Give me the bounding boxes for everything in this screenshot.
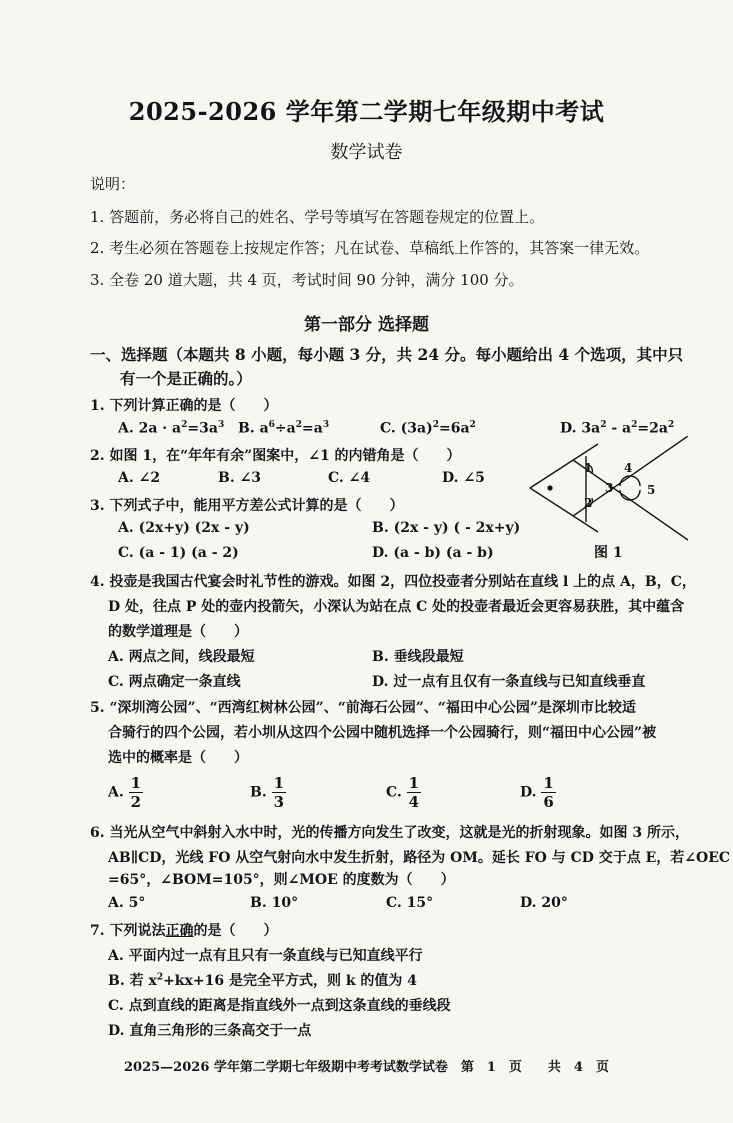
q2-option-d: D. ∠5 (442, 470, 485, 486)
q4-option-a: A. 两点之间，线段最短 (108, 649, 255, 665)
q5-option-c: C. $\frac{1}{4}$ (386, 774, 420, 811)
figure-1-label-4: 4 (624, 461, 633, 475)
q3-option-d: D. (a - b) (a - b) (372, 545, 494, 561)
q5-line1: 5. “深圳湾公园”、“西湾红树林公园”、“前海石公园”、“福田中心公园”是深圳市比较适 (90, 700, 636, 716)
q7-option-c: C. 点到直线的距离是指直线外一点到这条直线的垂线段 (108, 998, 451, 1014)
q5-line3: 选中的概率是（ ） (108, 750, 248, 766)
q6-line3: =65°，∠BOM=105°，则∠MOE 的度数为（ ） (108, 872, 455, 888)
q4-line2: D 处，往点 P 处的壶内投箭矢，小深认为站在点 C 处的投壶者最近会更容易获胜，其中蕴含 (108, 599, 685, 615)
q4-line1: 4. 投壶是我国古代宴会时礼节性的游戏。如图 2，四位投壶者分别站在直线 l 上的点 A，B，C， (90, 574, 696, 590)
part-one-title: 第一部分 选择题 (304, 315, 429, 335)
q6-option-d: D. 20° (520, 895, 568, 911)
figure-1-label-3: 3 (605, 481, 614, 495)
q3-stem: 3. 下列式子中，能用平方差公式计算的是（ ） (90, 498, 404, 514)
q3-option-c: C. (a - 1) (a - 2) (118, 545, 239, 561)
q4-option-b: B. 垂线段最短 (372, 649, 464, 665)
q6-line2: AB∥CD，光线 FO 从空气射向水中发生折射，路径为 OM。延长 FO 与 CD 交于点 E，若∠OEC (108, 850, 731, 866)
q2-option-c: C. ∠4 (328, 470, 371, 486)
figure-1-label-2: 2 (584, 496, 593, 510)
figure-1-label-1: 1 (584, 461, 593, 475)
q1-option-c: C. $(3a)^2=6a^2$ (380, 420, 476, 437)
q3-option-a: A. (2x+y) (2x - y) (118, 520, 250, 536)
instructions-heading: 说明： (90, 175, 136, 193)
q2-option-b: B. ∠3 (218, 470, 262, 486)
q6-line1: 6. 当光从空气中斜射入水中时，光的传播方向发生了改变，这就是光的折射现象。如图 3 所示， (90, 825, 689, 841)
q6-option-c: C. 15° (386, 895, 434, 911)
page-footer: 2025—2026 学年第二学期七年级期中考考试数学试卷 第 1 页 共 4 页 (124, 1060, 609, 1075)
section-one-line1: 一、选择题（本题共 8 小题，每小题 3 分，共 24 分。每小题给出 4 个选项，其中只 (90, 345, 684, 364)
q2-option-a: A. ∠2 (118, 470, 161, 486)
q7-stem: 7. 下列说法正确的是（ ） (90, 923, 278, 939)
figure-1-caption: 图 1 (594, 545, 623, 561)
q7-option-b: B. 若 $x^2+kx+16$ 是完全平方式，则 k 的值为 4 (108, 972, 418, 989)
instruction-item-3: 3. 全卷 20 道大题，共 4 页，考试时间 90 分钟，满分 100 分。 (90, 271, 524, 289)
q6-option-a: A. 5° (108, 895, 146, 911)
instruction-item-2: 2. 考生必须在答题卷上按规定作答；凡在试卷、草稿纸上作答的，其答案一律无效。 (90, 239, 650, 257)
figure-1-label-5: 5 (647, 483, 656, 497)
q1-option-a: A. $2a \cdot a^2=3a^3$ (118, 420, 225, 437)
section-one-line2: 有一个是正确的。） (120, 369, 252, 388)
q5-option-a: A. $\frac{1}{2}$ (108, 774, 142, 811)
q4-option-d: D. 过一点有且仅有一条直线与已知直线垂直 (372, 674, 646, 690)
q7-option-d: D. 直角三角形的三条高交于一点 (108, 1023, 312, 1039)
q5-option-b: B. $\frac{1}{3}$ (250, 774, 285, 811)
q7-option-a: A. 平面内过一点有且只有一条直线与已知直线平行 (108, 948, 423, 964)
exam-subtitle: 数学试卷 (330, 142, 403, 163)
q3-option-b: B. (2x - y) ( - 2x+y) (372, 520, 521, 536)
q1-option-d: D. $3a^2 - a^2=2a^2$ (560, 420, 675, 437)
q2-stem: 2. 如图 1，在“年年有余”图案中，∠1 的内错角是（ ） (90, 448, 461, 464)
exam-title: 2025-2026 学年第二学期七年级期中考试 (128, 97, 605, 126)
q4-option-c: C. 两点确定一条直线 (108, 674, 241, 690)
q6-option-b: B. 10° (250, 895, 299, 911)
q1-option-b: B. $a^6\div a^2=a^3$ (238, 420, 330, 437)
instruction-item-1: 1. 答题前，务必将自己的姓名、学号等填写在答题卷规定的位置上。 (90, 208, 545, 226)
q5-line2: 合骑行的四个公园，若小圳从这四个公园中随机选择一个公园骑行，则“福田中心公园”被 (108, 725, 657, 741)
fish-eye-dot (547, 485, 552, 490)
q5-option-d: D. $\frac{1}{6}$ (520, 774, 554, 811)
q1-stem: 1. 下列计算正确的是（ ） (90, 398, 278, 414)
q4-line3: 的数学道理是（ ） (108, 624, 248, 640)
